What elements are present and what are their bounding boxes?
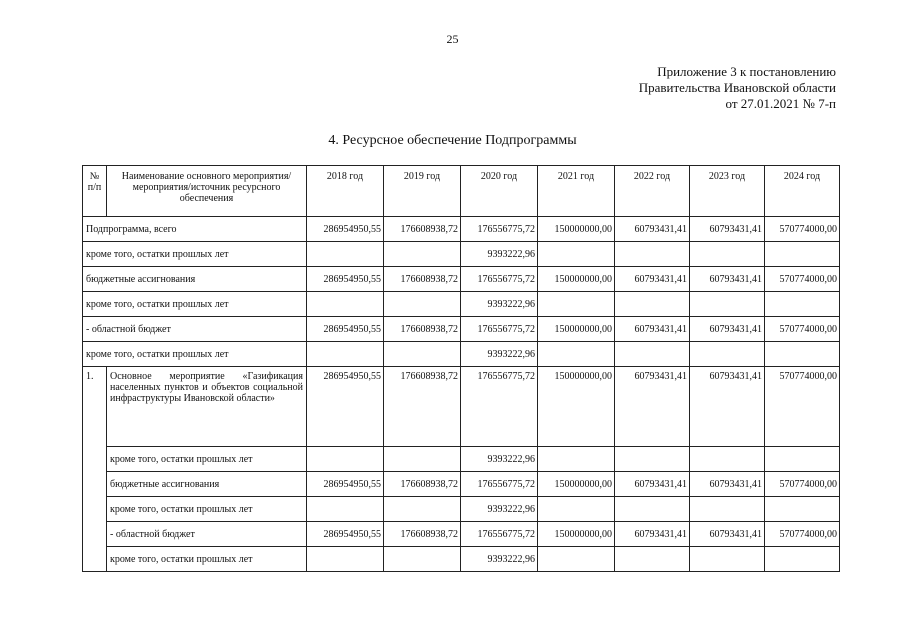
row-label: кроме того, остатки прошлых лет xyxy=(83,342,307,367)
value-cell: 150000000,00 xyxy=(538,317,615,342)
header-year: 2020 год xyxy=(461,166,538,217)
value-cell: 176608938,72 xyxy=(384,317,461,342)
section-title: 4. Ресурсное обеспечение Подпрограммы xyxy=(328,133,577,148)
header-name: Наименование основного мероприятия/мероприятия/источник ресурсного обеспечения xyxy=(107,166,307,217)
row-label: Подпрограмма, всего xyxy=(83,217,307,242)
value-cell: 176556775,72 xyxy=(461,317,538,342)
table-row xyxy=(83,267,840,292)
value-cell: 176556775,72 xyxy=(461,367,538,447)
table-row xyxy=(83,242,840,267)
value-cell: 60793431,41 xyxy=(615,522,690,547)
resource-table xyxy=(82,165,840,572)
table-row xyxy=(83,497,840,522)
value-cell: 286954950,55 xyxy=(307,267,384,292)
row-label: кроме того, остатки прошлых лет xyxy=(107,547,307,572)
value-cell: 286954950,55 xyxy=(307,317,384,342)
value-cell xyxy=(615,497,690,522)
value-cell xyxy=(615,447,690,472)
value-cell: 176608938,72 xyxy=(384,367,461,447)
value-cell xyxy=(690,447,765,472)
value-cell: 9393222,96 xyxy=(461,497,538,522)
value-cell xyxy=(690,242,765,267)
value-cell xyxy=(538,497,615,522)
value-cell: 60793431,41 xyxy=(690,367,765,447)
value-cell: 9393222,96 xyxy=(461,547,538,572)
activity-number: 1. xyxy=(83,367,107,572)
value-cell: 60793431,41 xyxy=(615,367,690,447)
value-cell xyxy=(765,242,840,267)
row-label: бюджетные ассигнования xyxy=(83,267,307,292)
value-cell xyxy=(690,497,765,522)
value-cell: 286954950,55 xyxy=(307,522,384,547)
table-row xyxy=(83,447,840,472)
value-cell: 60793431,41 xyxy=(690,522,765,547)
value-cell: 176608938,72 xyxy=(384,472,461,497)
value-cell xyxy=(384,292,461,317)
value-cell: 150000000,00 xyxy=(538,267,615,292)
value-cell: 570774000,00 xyxy=(765,367,840,447)
row-label: кроме того, остатки прошлых лет xyxy=(107,497,307,522)
value-cell: 176608938,72 xyxy=(384,217,461,242)
value-cell: 9393222,96 xyxy=(461,447,538,472)
header-year: 2021 год xyxy=(538,166,615,217)
value-cell: 150000000,00 xyxy=(538,522,615,547)
value-cell xyxy=(615,292,690,317)
value-cell xyxy=(690,292,765,317)
header-num: № п/п xyxy=(83,166,107,217)
value-cell xyxy=(384,342,461,367)
row-label: бюджетные ассигнования xyxy=(107,472,307,497)
value-cell xyxy=(384,547,461,572)
value-cell xyxy=(615,242,690,267)
appendix-line-2: Правительства Ивановской области xyxy=(638,80,836,95)
value-cell: 60793431,41 xyxy=(615,472,690,497)
value-cell xyxy=(384,447,461,472)
value-cell: 60793431,41 xyxy=(615,317,690,342)
value-cell: 60793431,41 xyxy=(615,217,690,242)
row-label: кроме того, остатки прошлых лет xyxy=(83,242,307,267)
table-row xyxy=(83,342,840,367)
row-label: кроме того, остатки прошлых лет xyxy=(83,292,307,317)
table-row xyxy=(83,547,840,572)
table-row xyxy=(83,522,840,547)
value-cell xyxy=(307,292,384,317)
table-row xyxy=(83,317,840,342)
value-cell xyxy=(615,547,690,572)
value-cell xyxy=(765,342,840,367)
value-cell: 9393222,96 xyxy=(461,292,538,317)
header-year: 2019 год xyxy=(384,166,461,217)
value-cell: 9393222,96 xyxy=(461,342,538,367)
header-year: 2018 год xyxy=(307,166,384,217)
value-cell: 286954950,55 xyxy=(307,367,384,447)
value-cell xyxy=(538,547,615,572)
value-cell xyxy=(307,342,384,367)
value-cell: 570774000,00 xyxy=(765,217,840,242)
value-cell xyxy=(307,497,384,522)
header-year: 2022 год xyxy=(615,166,690,217)
value-cell: 60793431,41 xyxy=(690,472,765,497)
appendix-note xyxy=(639,64,836,112)
value-cell: 176556775,72 xyxy=(461,472,538,497)
value-cell: 9393222,96 xyxy=(461,242,538,267)
value-cell: 150000000,00 xyxy=(538,472,615,497)
value-cell xyxy=(538,242,615,267)
value-cell xyxy=(765,292,840,317)
table-body xyxy=(83,217,840,572)
value-cell xyxy=(765,497,840,522)
value-cell: 60793431,41 xyxy=(690,267,765,292)
value-cell: 286954950,55 xyxy=(307,472,384,497)
value-cell: 570774000,00 xyxy=(765,317,840,342)
page-number: 25 xyxy=(446,32,459,46)
value-cell xyxy=(384,497,461,522)
row-label: - областной бюджет xyxy=(107,522,307,547)
value-cell: 150000000,00 xyxy=(538,217,615,242)
value-cell xyxy=(538,292,615,317)
value-cell xyxy=(538,447,615,472)
table-row xyxy=(83,217,840,242)
value-cell: 570774000,00 xyxy=(765,472,840,497)
value-cell xyxy=(307,447,384,472)
header-year: 2024 год xyxy=(765,166,840,217)
value-cell xyxy=(384,242,461,267)
value-cell: 60793431,41 xyxy=(615,267,690,292)
value-cell xyxy=(538,342,615,367)
value-cell: 176608938,72 xyxy=(384,522,461,547)
value-cell: 60793431,41 xyxy=(690,317,765,342)
value-cell xyxy=(765,547,840,572)
appendix-line-3: от 27.01.2021 № 7-п xyxy=(725,96,836,111)
value-cell: 176608938,72 xyxy=(384,267,461,292)
value-cell xyxy=(765,447,840,472)
value-cell: 60793431,41 xyxy=(690,217,765,242)
value-cell xyxy=(307,242,384,267)
value-cell: 150000000,00 xyxy=(538,367,615,447)
table-row xyxy=(83,472,840,497)
value-cell: 570774000,00 xyxy=(765,267,840,292)
row-label: - областной бюджет xyxy=(83,317,307,342)
value-cell xyxy=(690,547,765,572)
value-cell: 286954950,55 xyxy=(307,217,384,242)
activity-row xyxy=(83,367,840,447)
value-cell: 570774000,00 xyxy=(765,522,840,547)
table-row xyxy=(83,292,840,317)
value-cell xyxy=(690,342,765,367)
row-label: кроме того, остатки прошлых лет xyxy=(107,447,307,472)
value-cell xyxy=(307,547,384,572)
value-cell xyxy=(615,342,690,367)
appendix-line-1: Приложение 3 к постановлению xyxy=(657,64,836,79)
header-year: 2023 год xyxy=(690,166,765,217)
value-cell: 176556775,72 xyxy=(461,522,538,547)
activity-name: Основное мероприятие «Газификация населенных пунктов и объектов социальной инфраструктуры Ивановской области» xyxy=(107,367,307,447)
value-cell: 176556775,72 xyxy=(461,217,538,242)
value-cell: 176556775,72 xyxy=(461,267,538,292)
